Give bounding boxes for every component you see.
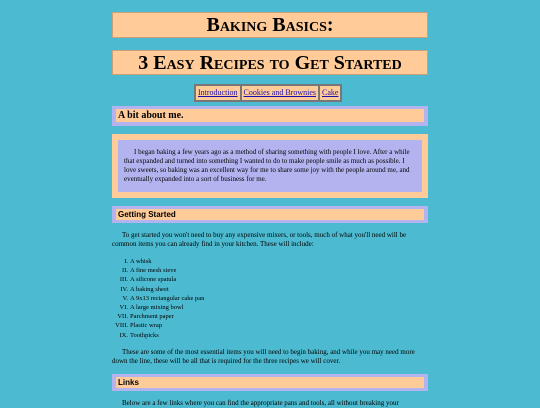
list-item-text: A whisk (130, 258, 152, 265)
list-item-numeral: VIII. (115, 322, 128, 330)
tools-list (112, 257, 428, 340)
list-item-text: A 9x13 rectangular cake pan (130, 294, 205, 302)
list-item-numeral: I. (124, 258, 128, 265)
nav-link-introduction[interactable]: Introduction (195, 85, 241, 101)
list-item-numeral: VI. (119, 304, 128, 312)
list-item-numeral: VII. (117, 313, 128, 321)
list-item-numeral: IV. (120, 285, 128, 293)
nav-link-cookies-and-brownies[interactable]: Cookies and Brownies (241, 85, 319, 101)
getting-started-heading: Getting Started (116, 209, 424, 220)
links-heading: Links (116, 377, 424, 388)
about-section (112, 134, 428, 198)
getting-started-header (112, 206, 428, 223)
page-subtitle: 3 Easy Recipes to Get Started (112, 50, 428, 75)
list-item-numeral: III. (119, 276, 128, 284)
nav-link-cake[interactable]: Cake (319, 85, 341, 101)
list-item-numeral: II. (122, 267, 128, 275)
tools-list-item (112, 303, 428, 312)
links-header (112, 374, 428, 391)
getting-started-intro: To get started you won't need to buy any expensive mixers, or tools, much of what you'll need will be common items you can already find in your kitchen. These will include: (112, 231, 407, 248)
nav-bar (194, 84, 342, 102)
tools-list-item (112, 321, 428, 330)
tools-list-item (112, 275, 428, 284)
tools-list-item (112, 294, 428, 303)
tools-list-item (112, 331, 428, 340)
links-intro: Below are a few links where you can find the appropriate pans and tools, all without breaking your (122, 399, 399, 407)
list-item-numeral: V. (122, 294, 128, 302)
getting-started-outro: These are some of the most essential items you will need to begin baking, and while you may need more down the line, these will be all that is required for the three recipes we will cover. (112, 348, 415, 365)
list-item-text: A silicone spatula (130, 276, 177, 284)
list-item-text: Plastic wrap (130, 322, 162, 330)
list-item-text: A fine mesh sieve (130, 267, 177, 275)
list-item-numeral: IX. (119, 331, 128, 339)
about-text: I began baking a few years ago as a method of sharing something with people I love. After a while that expanded and turned into something I wanted to do to make people smile as much as possible. I love sweets, so baking was an excellent way for me to share some joy with the people around me, and eventually expanded into a sort of business for me. (118, 140, 422, 192)
list-item-text: Parchment paper (130, 313, 174, 321)
about-header (112, 106, 428, 126)
page-title: Baking Basics: (112, 12, 428, 38)
list-item-text: A large mixing bowl (130, 304, 184, 312)
tools-list-item (112, 266, 428, 275)
list-item-text: Toothpicks (130, 331, 159, 339)
tools-list-item (112, 257, 428, 266)
list-item-text: A baking sheet (130, 285, 169, 293)
tools-list-item (112, 312, 428, 321)
tools-list-item (112, 285, 428, 294)
about-heading: A bit about me. (116, 109, 424, 122)
